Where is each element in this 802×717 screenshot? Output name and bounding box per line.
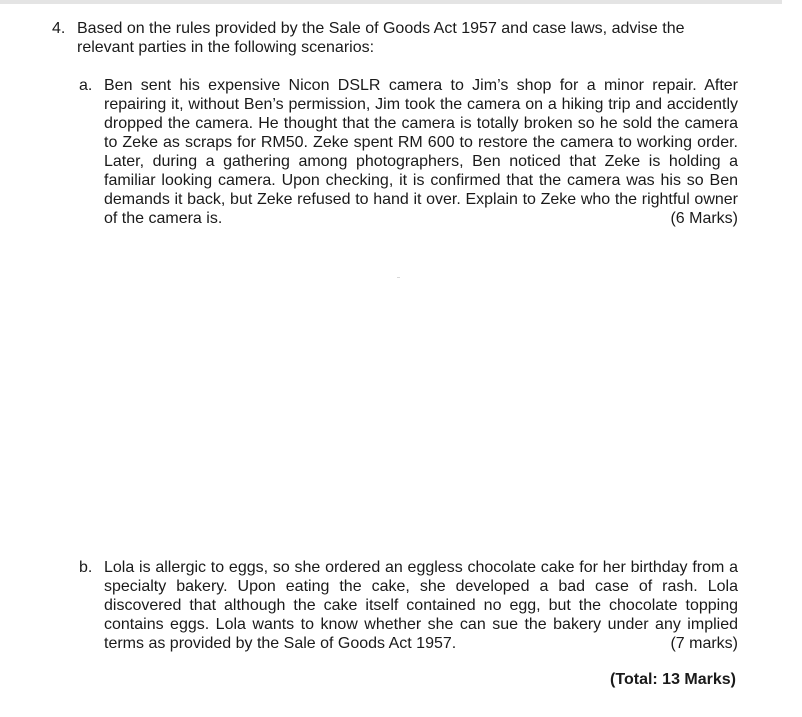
sub-question-b-body xyxy=(104,558,738,653)
question-stem: Based on the rules provided by the Sale of Goods Act 1957 and case laws, advise the relevant parties in the following scenarios: xyxy=(77,20,685,56)
sub-question-a-label: a. xyxy=(79,77,93,94)
sub-question-a-body xyxy=(104,76,738,228)
sub-question-b-marks: (7 marks) xyxy=(670,635,738,652)
page-top-edge xyxy=(0,0,782,4)
scan-speck xyxy=(397,277,400,278)
sub-question-a-marks: (6 Marks) xyxy=(670,210,738,227)
sub-question-b-text: Lola is allergic to eggs, so she ordered an eggless chocolate cake for her birthday from a specialty bakery. Upon eating the cake, she developed a bad case of rash. Lola discovered that although the cake itself contained no egg, but the chocolate topping contains eggs. Lola wants to know whether she can sue the bakery under any implied terms as provided by the Sale of Goods Act 1957. xyxy=(104,559,738,652)
sub-question-a-text: Ben sent his expensive Nicon DSLR camera to Jim’s shop for a minor repair. After repairing it, without Ben’s permission, Jim took the camera on a hiking trip and accidently dropped the camera. He thought that the camera is totally broken so he sold the camera to Zeke as scraps for RM50. Zeke spent RM 600 to restore the camera to working order. Later, during a gathering among photographers, Ben noticed that Zeke is holding a familiar looking camera. Upon checking, it is confirmed that the camera was his so Ben demands it back, but Zeke refused to hand it over. Explain to Zeke who the rightful owner of the camera is. xyxy=(104,77,738,227)
total-marks: (Total: 13 Marks) xyxy=(610,671,736,688)
question-number: 4. xyxy=(52,20,66,37)
sub-question-b-label: b. xyxy=(79,559,93,576)
